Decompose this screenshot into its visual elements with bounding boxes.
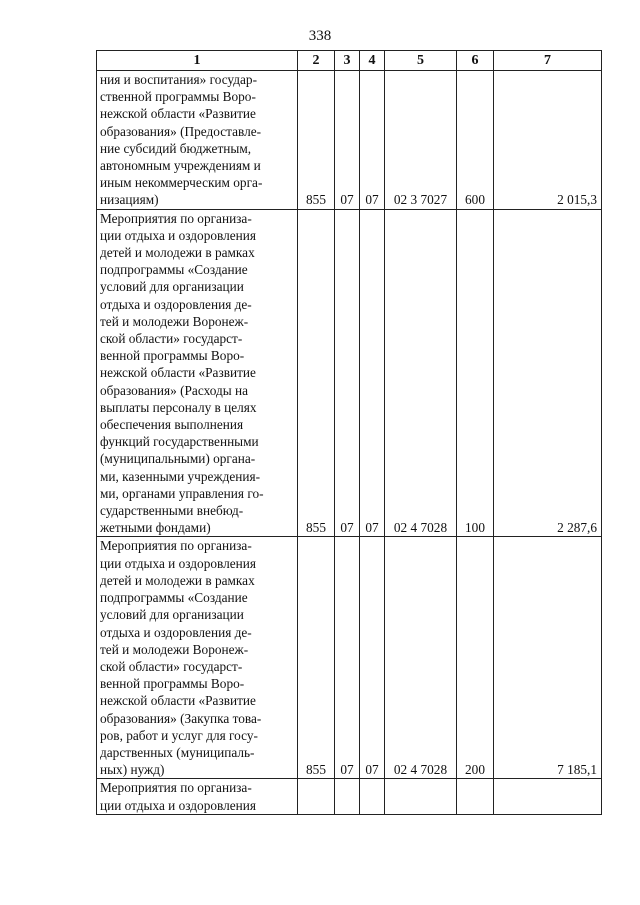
description-line: образования» (Предоставле- <box>100 123 262 139</box>
description-line: детей и молодежи в рамках <box>100 245 255 261</box>
description-line: нежской области «Развитие <box>100 693 256 709</box>
target-article-code: 02 4 7028 <box>385 209 457 537</box>
expense-type-code: 200 <box>457 537 494 779</box>
row-description <box>97 71 298 210</box>
description-line: подпрограммы «Создание <box>100 262 248 278</box>
ministry-code: 855 <box>298 71 335 210</box>
description-line: венной программы Воро- <box>100 348 245 364</box>
table-header <box>97 51 602 71</box>
description-line: обеспечения выполнения <box>100 417 244 433</box>
description-line: ской области» государст- <box>100 658 243 674</box>
description-line: выплаты персоналу в целях <box>100 399 257 415</box>
page-number: 338 <box>308 28 332 44</box>
description-line: нежской области «Развитие <box>100 106 256 122</box>
description-line: отдыха и оздоровления де- <box>100 624 252 640</box>
description-line: иным некоммерческим орга- <box>100 175 263 191</box>
description-line: ров, работ и услуг для госу- <box>100 727 258 743</box>
ministry-code: 855 <box>298 209 335 537</box>
ministry-code: 855 <box>298 537 335 779</box>
description-line: сударственными внебюд- <box>100 503 244 519</box>
target-article-code: 02 3 7027 <box>385 71 457 210</box>
column-header-7: 7 <box>494 51 602 71</box>
description-line: автономным учреждениям и <box>100 158 261 174</box>
target-article-code: 02 4 7028 <box>385 537 457 779</box>
row-description <box>97 779 298 814</box>
description-line: подпрограммы «Создание <box>100 590 248 606</box>
description-line: тей и молодежи Воронеж- <box>100 641 249 657</box>
description-line: (муниципальными) органа- <box>100 451 256 467</box>
column-header-2: 2 <box>298 51 335 71</box>
section-code: 07 <box>335 537 360 779</box>
description-line: Мероприятия по организа- <box>100 210 252 226</box>
description-line: низациям) <box>100 192 159 208</box>
description-line: ской области» государст- <box>100 331 243 347</box>
row-description <box>97 537 298 779</box>
row-description <box>97 209 298 537</box>
description-line: Мероприятия по организа- <box>100 780 252 796</box>
description-line: детей и молодежи в рамках <box>100 572 255 588</box>
subsection-code: 07 <box>360 209 385 537</box>
description-line: ние субсидий бюджетным, <box>100 140 252 156</box>
header-row <box>97 51 602 71</box>
column-header-6: 6 <box>457 51 494 71</box>
description-line: тей и молодежи Воронеж- <box>100 313 249 329</box>
amount-value <box>494 779 602 814</box>
section-code: 07 <box>335 209 360 537</box>
column-header-3: 3 <box>335 51 360 71</box>
column-header-1: 1 <box>97 51 298 71</box>
description-line: ции отдыха и оздоровления <box>100 797 256 813</box>
description-line: ных) нужд) <box>100 762 165 778</box>
section-code <box>335 779 360 814</box>
description-line: жетными фондами) <box>100 520 211 536</box>
description-line: ции отдыха и оздоровления <box>100 555 256 571</box>
ministry-code <box>298 779 335 814</box>
expense-type-code: 100 <box>457 209 494 537</box>
description-line: функций государственными <box>100 434 259 450</box>
expense-type-code: 600 <box>457 71 494 210</box>
table-row <box>97 71 602 210</box>
table-row <box>97 537 602 779</box>
subsection-code: 07 <box>360 71 385 210</box>
description-line: отдыха и оздоровления де- <box>100 296 252 312</box>
table-body <box>97 71 602 815</box>
description-line: венной программы Воро- <box>100 676 245 692</box>
amount-value: 7 185,1 <box>494 537 602 779</box>
subsection-code <box>360 779 385 814</box>
description-line: ния и воспитания» государ- <box>100 72 257 87</box>
table-row <box>97 209 602 537</box>
amount-value: 2 015,3 <box>494 71 602 210</box>
description-line: дарственных (муниципаль- <box>100 744 255 760</box>
budget-table <box>96 50 602 815</box>
description-line: ми, казенными учреждения- <box>100 468 261 484</box>
description-line: нежской области «Развитие <box>100 365 256 381</box>
description-line: ции отдыха и оздоровления <box>100 227 256 243</box>
column-header-4: 4 <box>360 51 385 71</box>
section-code: 07 <box>335 71 360 210</box>
description-line: условий для организации <box>100 279 244 295</box>
description-line: условий для организации <box>100 607 244 623</box>
description-line: Мероприятия по организа- <box>100 538 252 554</box>
expense-type-code <box>457 779 494 814</box>
amount-value: 2 287,6 <box>494 209 602 537</box>
description-line: образования» (Закупка това- <box>100 710 262 726</box>
subsection-code: 07 <box>360 537 385 779</box>
column-header-5: 5 <box>385 51 457 71</box>
target-article-code <box>385 779 457 814</box>
table-row <box>97 779 602 814</box>
description-line: ственной программы Воро- <box>100 89 256 105</box>
description-line: образования» (Расходы на <box>100 382 249 398</box>
description-line: ми, органами управления го- <box>100 485 264 501</box>
